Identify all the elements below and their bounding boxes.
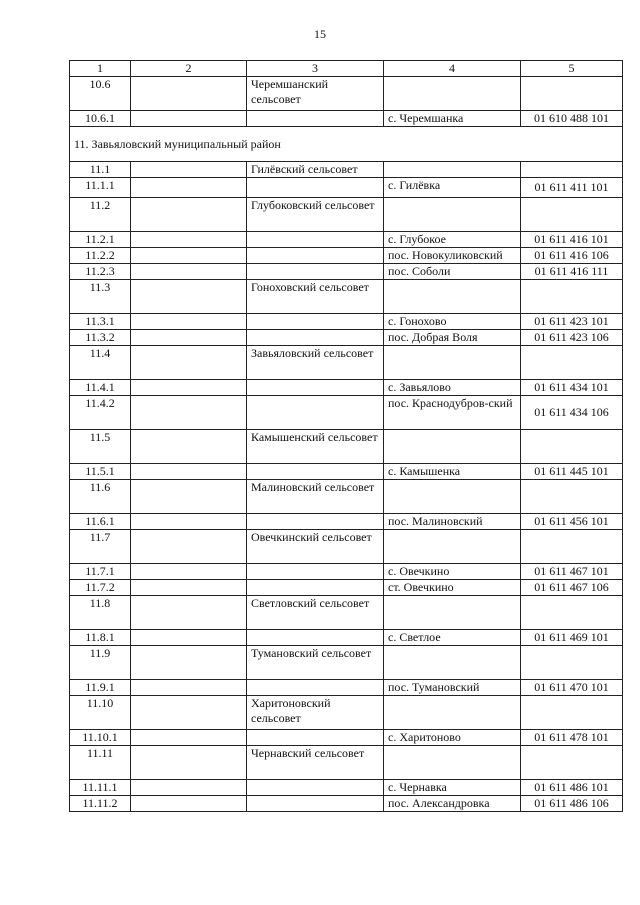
- cell-c3: [247, 464, 384, 480]
- cell-c5: 01 611 434 106: [521, 396, 623, 430]
- cell-c5: 01 611 470 101: [521, 680, 623, 696]
- cell-c2: [131, 514, 247, 530]
- cell-c5: [521, 198, 623, 232]
- table-row: [70, 746, 623, 780]
- cell-c5: 01 611 467 101: [521, 564, 623, 580]
- cell-c4: с. Чернавка: [384, 780, 521, 796]
- cell-c3: [247, 680, 384, 696]
- cell-c2: [131, 314, 247, 330]
- cell-c5: 01 611 423 101: [521, 314, 623, 330]
- cell-c1: 11.11.1: [70, 780, 131, 796]
- cell-c1: 11.5: [70, 430, 131, 464]
- cell-c1: 11.9: [70, 646, 131, 680]
- table-row: [70, 380, 623, 396]
- cell-c5: [521, 746, 623, 780]
- cell-c3: Малиновский сельсовет: [247, 480, 384, 514]
- cell-c4: [384, 162, 521, 178]
- cell-c4: пос. Александровка: [384, 796, 521, 812]
- cell-c1: 11.8.1: [70, 630, 131, 646]
- cell-c3: Гилёвский сельсовет: [247, 162, 384, 178]
- table-row: [70, 596, 623, 630]
- cell-c3: [247, 314, 384, 330]
- cell-c5: [521, 162, 623, 178]
- cell-c3: [247, 630, 384, 646]
- page-number: 15: [314, 27, 326, 41]
- cell-c1: 11.2: [70, 198, 131, 232]
- section-row: [70, 127, 623, 162]
- cell-c1: 11.4: [70, 346, 131, 380]
- cell-c3: [247, 248, 384, 264]
- cell-c3: [247, 730, 384, 746]
- cell-c5: 01 611 445 101: [521, 464, 623, 480]
- cell-c4: пос. Новокуликовский: [384, 248, 521, 264]
- cell-c5: 01 611 467 106: [521, 580, 623, 596]
- cell-c2: [131, 796, 247, 812]
- cell-c5: 01 611 486 101: [521, 780, 623, 796]
- cell-c4: пос. Малиновский: [384, 514, 521, 530]
- cell-c2: [131, 346, 247, 380]
- table-row: [70, 111, 623, 127]
- cell-c1: 10.6: [70, 77, 131, 111]
- table-row: [70, 696, 623, 730]
- table-row: [70, 396, 623, 430]
- cell-c2: [131, 780, 247, 796]
- cell-c3: Завьяловский сельсовет: [247, 346, 384, 380]
- cell-c3: Овечкинский сельсовет: [247, 530, 384, 564]
- table-row: [70, 630, 623, 646]
- cell-c2: [131, 480, 247, 514]
- table-row: [70, 264, 623, 280]
- cell-c3: Тумановский сельсовет: [247, 646, 384, 680]
- table-row: [70, 162, 623, 178]
- cell-c1: 11.3: [70, 280, 131, 314]
- cell-c3: [247, 380, 384, 396]
- cell-c2: [131, 178, 247, 198]
- column-header: 5: [521, 61, 623, 77]
- cell-c2: [131, 730, 247, 746]
- cell-c4: [384, 346, 521, 380]
- cell-c5: [521, 430, 623, 464]
- cell-c4: пос. Добрая Воля: [384, 330, 521, 346]
- cell-c5: 01 611 434 101: [521, 380, 623, 396]
- cell-c2: [131, 696, 247, 730]
- cell-c4: с. Глубокое: [384, 232, 521, 248]
- cell-c5: 01 611 423 106: [521, 330, 623, 346]
- cell-c2: [131, 530, 247, 564]
- cell-c4: с. Завьялово: [384, 380, 521, 396]
- table-row: [70, 346, 623, 380]
- cell-c4: с. Гонохово: [384, 314, 521, 330]
- cell-c4: [384, 746, 521, 780]
- cell-c4: с. Харитоново: [384, 730, 521, 746]
- cell-c5: 01 611 416 101: [521, 232, 623, 248]
- cell-c5: [521, 596, 623, 630]
- cell-c1: 11.7: [70, 530, 131, 564]
- cell-c2: [131, 646, 247, 680]
- cell-c3: [247, 330, 384, 346]
- cell-c1: 11.6: [70, 480, 131, 514]
- cell-c2: [131, 330, 247, 346]
- cell-c3: Черемшанский сельсовет: [247, 77, 384, 111]
- table-row: [70, 514, 623, 530]
- cell-c5: 01 611 416 106: [521, 248, 623, 264]
- cell-c1: 11.4.1: [70, 380, 131, 396]
- table-row: [70, 178, 623, 198]
- cell-c2: [131, 264, 247, 280]
- cell-c4: [384, 280, 521, 314]
- cell-c2: [131, 596, 247, 630]
- cell-c2: [131, 464, 247, 480]
- cell-c5: [521, 280, 623, 314]
- column-header: 2: [131, 61, 247, 77]
- registry-table: [69, 60, 623, 812]
- cell-c2: [131, 232, 247, 248]
- cell-c4: ст. Овечкино: [384, 580, 521, 596]
- table-row: [70, 796, 623, 812]
- cell-c2: [131, 564, 247, 580]
- cell-c3: Камышенский сельсовет: [247, 430, 384, 464]
- table-row: [70, 232, 623, 248]
- cell-c5: 01 611 486 106: [521, 796, 623, 812]
- cell-c4: [384, 430, 521, 464]
- cell-c5: 01 610 488 101: [521, 111, 623, 127]
- cell-c4: [384, 77, 521, 111]
- cell-c3: [247, 514, 384, 530]
- cell-c1: 11.11: [70, 746, 131, 780]
- cell-c2: [131, 111, 247, 127]
- table-row: [70, 480, 623, 514]
- table-row: [70, 198, 623, 232]
- cell-c2: [131, 280, 247, 314]
- table-row: [70, 730, 623, 746]
- column-header: 3: [247, 61, 384, 77]
- cell-c5: [521, 696, 623, 730]
- cell-c1: 11.5.1: [70, 464, 131, 480]
- table-row: [70, 780, 623, 796]
- cell-c1: 11.2.3: [70, 264, 131, 280]
- cell-c3: Гоноховский сельсовет: [247, 280, 384, 314]
- cell-c1: 10.6.1: [70, 111, 131, 127]
- table-row: [70, 646, 623, 680]
- cell-c5: 01 611 411 101: [521, 178, 623, 198]
- cell-c4: пос. Тумановский: [384, 680, 521, 696]
- cell-c4: [384, 480, 521, 514]
- cell-c3: [247, 396, 384, 430]
- table-row: [70, 314, 623, 330]
- table-row: [70, 564, 623, 580]
- cell-c4: с. Черемшанка: [384, 111, 521, 127]
- cell-c5: 01 611 456 101: [521, 514, 623, 530]
- cell-c1: 11.10: [70, 696, 131, 730]
- cell-c4: с. Овечкино: [384, 564, 521, 580]
- table-header-row: [70, 61, 623, 77]
- cell-c1: 11.8: [70, 596, 131, 630]
- cell-c3: [247, 264, 384, 280]
- cell-c5: [521, 646, 623, 680]
- cell-c2: [131, 162, 247, 178]
- cell-c4: пос. Соболи: [384, 264, 521, 280]
- table-row: [70, 77, 623, 111]
- cell-c1: 11.2.1: [70, 232, 131, 248]
- cell-c3: [247, 111, 384, 127]
- table-row: [70, 464, 623, 480]
- cell-c4: [384, 530, 521, 564]
- cell-c3: [247, 796, 384, 812]
- table-row: [70, 280, 623, 314]
- cell-c2: [131, 746, 247, 780]
- cell-c1: 11.9.1: [70, 680, 131, 696]
- cell-c3: [247, 564, 384, 580]
- cell-c1: 11.11.2: [70, 796, 131, 812]
- cell-c4: с. Светлое: [384, 630, 521, 646]
- table-row: [70, 330, 623, 346]
- cell-c4: [384, 596, 521, 630]
- table-row: [70, 530, 623, 564]
- table-row: [70, 580, 623, 596]
- section-title: 11. Завьяловский муниципальный район: [70, 127, 623, 162]
- cell-c5: 01 611 469 101: [521, 630, 623, 646]
- cell-c3: Светловский сельсовет: [247, 596, 384, 630]
- cell-c1: 11.1: [70, 162, 131, 178]
- cell-c3: [247, 780, 384, 796]
- cell-c5: [521, 346, 623, 380]
- cell-c2: [131, 630, 247, 646]
- column-header: 1: [70, 61, 131, 77]
- cell-c2: [131, 430, 247, 464]
- cell-c1: 11.4.2: [70, 396, 131, 430]
- cell-c2: [131, 680, 247, 696]
- table-row: [70, 248, 623, 264]
- cell-c4: [384, 646, 521, 680]
- cell-c1: 11.2.2: [70, 248, 131, 264]
- cell-c2: [131, 380, 247, 396]
- cell-c1: 11.6.1: [70, 514, 131, 530]
- cell-c3: [247, 178, 384, 198]
- cell-c5: [521, 530, 623, 564]
- cell-c4: [384, 696, 521, 730]
- cell-c3: Харитоновский сельсовет: [247, 696, 384, 730]
- cell-c5: [521, 77, 623, 111]
- table-row: [70, 680, 623, 696]
- cell-c4: с. Камышенка: [384, 464, 521, 480]
- cell-c2: [131, 248, 247, 264]
- cell-c3: Глубоковский сельсовет: [247, 198, 384, 232]
- cell-c1: 11.1.1: [70, 178, 131, 198]
- cell-c2: [131, 580, 247, 596]
- column-header: 4: [384, 61, 521, 77]
- table-row: [70, 430, 623, 464]
- cell-c5: 01 611 416 111: [521, 264, 623, 280]
- cell-c2: [131, 396, 247, 430]
- cell-c2: [131, 198, 247, 232]
- cell-c1: 11.3.1: [70, 314, 131, 330]
- cell-c1: 11.7.1: [70, 564, 131, 580]
- cell-c1: 11.3.2: [70, 330, 131, 346]
- cell-c1: 11.7.2: [70, 580, 131, 596]
- cell-c3: Чернавский сельсовет: [247, 746, 384, 780]
- cell-c5: 01 611 478 101: [521, 730, 623, 746]
- cell-c3: [247, 580, 384, 596]
- cell-c2: [131, 77, 247, 111]
- cell-c4: пос. Краснодубров-ский: [384, 396, 521, 430]
- cell-c3: [247, 232, 384, 248]
- cell-c1: 11.10.1: [70, 730, 131, 746]
- cell-c4: с. Гилёвка: [384, 178, 521, 198]
- cell-c5: [521, 480, 623, 514]
- cell-c4: [384, 198, 521, 232]
